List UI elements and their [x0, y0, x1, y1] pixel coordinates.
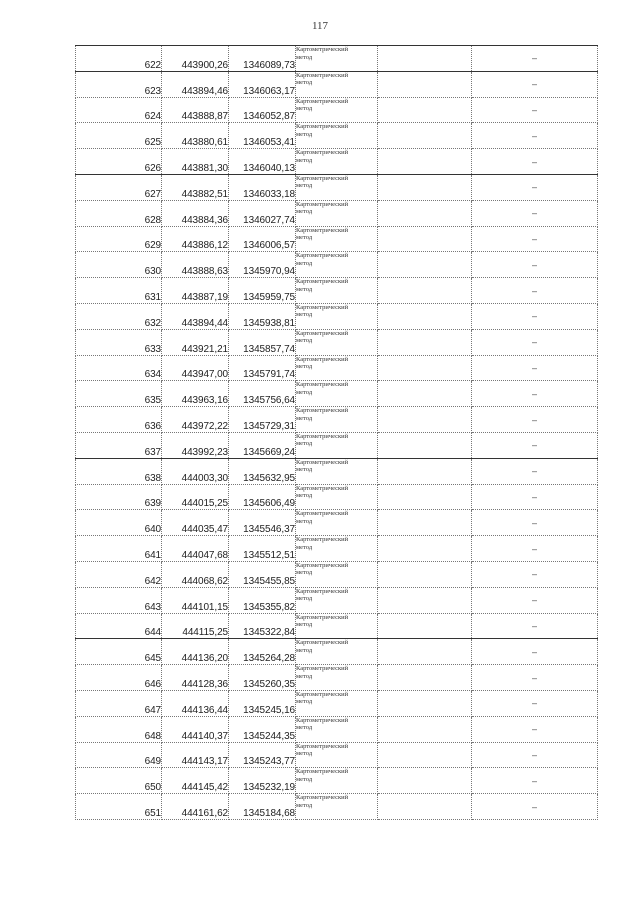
- method-cell: [296, 97, 378, 123]
- dash-cell: –: [472, 200, 598, 226]
- dash-cell: –: [472, 639, 598, 665]
- method-line-2: метод: [296, 259, 313, 267]
- coordinate-y: 1345606,49: [229, 484, 296, 510]
- empty-cell: [378, 690, 472, 716]
- coordinate-y: 1345232,19: [229, 768, 296, 794]
- coordinate-x: 443947,00: [162, 355, 229, 381]
- coordinate-x: 443894,46: [162, 71, 229, 97]
- method-line-2: метод: [296, 621, 313, 629]
- table-row: [76, 432, 598, 458]
- empty-cell: [378, 716, 472, 742]
- point-number: 640: [76, 510, 162, 536]
- method-line-1: Картометрический: [296, 278, 349, 286]
- coordinate-x: 443900,26: [162, 46, 229, 72]
- point-number: 630: [76, 252, 162, 278]
- empty-cell: [378, 381, 472, 407]
- method-cell: [296, 484, 378, 510]
- method-line-1: Картометрический: [296, 639, 349, 647]
- method-line-1: Картометрический: [296, 458, 349, 466]
- method-cell: [296, 561, 378, 587]
- method-line-2: метод: [296, 53, 313, 61]
- coordinate-x: 443887,19: [162, 278, 229, 304]
- method-cell: [296, 355, 378, 381]
- method-line-1: Картометрический: [296, 71, 349, 79]
- coordinate-y: 1345260,35: [229, 665, 296, 691]
- method-cell: [296, 149, 378, 175]
- point-number: 642: [76, 561, 162, 587]
- coordinates-table: [75, 45, 598, 820]
- coordinate-y: 1345938,81: [229, 303, 296, 329]
- coordinate-y: 1346006,57: [229, 226, 296, 252]
- dash-cell: –: [472, 71, 598, 97]
- dash-cell: –: [472, 355, 598, 381]
- dash-cell: –: [472, 484, 598, 510]
- point-number: 637: [76, 432, 162, 458]
- method-line-1: Картометрический: [296, 46, 349, 53]
- point-number: 623: [76, 71, 162, 97]
- method-line-1: Картометрический: [296, 716, 349, 724]
- dash-cell: –: [472, 123, 598, 149]
- point-number: 639: [76, 484, 162, 510]
- empty-cell: [378, 71, 472, 97]
- coordinate-y: 1345546,37: [229, 510, 296, 536]
- method-line-2: метод: [296, 414, 313, 422]
- method-cell: [296, 613, 378, 639]
- method-line-1: Картометрический: [296, 303, 349, 311]
- dash-cell: –: [472, 303, 598, 329]
- coordinate-x: 444128,36: [162, 665, 229, 691]
- method-line-2: метод: [296, 79, 313, 87]
- dash-cell: –: [472, 613, 598, 639]
- dash-cell: –: [472, 226, 598, 252]
- empty-cell: [378, 768, 472, 794]
- point-number: 629: [76, 226, 162, 252]
- coordinate-x: 444047,68: [162, 536, 229, 562]
- dash-cell: –: [472, 252, 598, 278]
- empty-cell: [378, 742, 472, 768]
- point-number: 646: [76, 665, 162, 691]
- table-row: [76, 613, 598, 639]
- empty-cell: [378, 252, 472, 278]
- method-line-2: метод: [296, 595, 313, 603]
- method-cell: [296, 742, 378, 768]
- method-cell: [296, 536, 378, 562]
- coordinate-y: 1345632,95: [229, 458, 296, 484]
- coordinates-table-body: [76, 46, 598, 820]
- coordinate-y: 1345756,64: [229, 381, 296, 407]
- table-row: [76, 484, 598, 510]
- method-cell: [296, 510, 378, 536]
- dash-cell: –: [472, 149, 598, 175]
- coordinate-y: 1345455,85: [229, 561, 296, 587]
- method-cell: [296, 71, 378, 97]
- coordinate-y: 1346053,41: [229, 123, 296, 149]
- coordinate-y: 1345970,94: [229, 252, 296, 278]
- dash-cell: –: [472, 381, 598, 407]
- table-row: [76, 742, 598, 768]
- method-line-1: Картометрический: [296, 329, 349, 337]
- coordinate-y: 1345355,82: [229, 587, 296, 613]
- method-line-1: Картометрический: [296, 665, 349, 673]
- coordinate-x: 443882,51: [162, 174, 229, 200]
- table-row: [76, 716, 598, 742]
- method-line-1: Картометрический: [296, 536, 349, 544]
- coordinate-y: 1345244,35: [229, 716, 296, 742]
- coordinate-x: 443921,21: [162, 329, 229, 355]
- method-line-2: метод: [296, 311, 313, 319]
- method-cell: [296, 46, 378, 72]
- method-line-1: Картометрический: [296, 407, 349, 415]
- empty-cell: [378, 458, 472, 484]
- table-row: [76, 46, 598, 72]
- coordinate-x: 444115,25: [162, 613, 229, 639]
- point-number: 624: [76, 97, 162, 123]
- table-row: [76, 278, 598, 304]
- empty-cell: [378, 407, 472, 433]
- dash-cell: –: [472, 665, 598, 691]
- table-row: [76, 97, 598, 123]
- table-row: [76, 794, 598, 820]
- coordinate-y: 1345959,75: [229, 278, 296, 304]
- table-row: [76, 536, 598, 562]
- coordinate-x: 444101,15: [162, 587, 229, 613]
- method-line-1: Картометрический: [296, 123, 349, 131]
- coordinate-x: 443888,63: [162, 252, 229, 278]
- method-line-1: Картометрический: [296, 149, 349, 157]
- point-number: 643: [76, 587, 162, 613]
- method-cell: [296, 407, 378, 433]
- method-line-2: метод: [296, 801, 313, 809]
- table-row: [76, 303, 598, 329]
- method-line-2: метод: [296, 698, 313, 706]
- empty-cell: [378, 355, 472, 381]
- method-line-1: Картометрический: [296, 432, 349, 440]
- dash-cell: –: [472, 510, 598, 536]
- coordinate-x: 444145,42: [162, 768, 229, 794]
- method-line-2: метод: [296, 156, 313, 164]
- method-line-2: метод: [296, 363, 313, 371]
- coordinate-y: 1345184,68: [229, 794, 296, 820]
- method-line-1: Картометрический: [296, 484, 349, 492]
- coordinate-x: 443963,16: [162, 381, 229, 407]
- method-cell: [296, 200, 378, 226]
- point-number: 650: [76, 768, 162, 794]
- method-line-2: метод: [296, 388, 313, 396]
- coordinate-x: 444003,30: [162, 458, 229, 484]
- method-cell: [296, 381, 378, 407]
- coordinate-y: 1346040,13: [229, 149, 296, 175]
- method-line-1: Картометрический: [296, 768, 349, 776]
- coordinate-x: 444068,62: [162, 561, 229, 587]
- coordinate-x: 444143,17: [162, 742, 229, 768]
- coordinate-x: 443880,61: [162, 123, 229, 149]
- method-line-2: метод: [296, 569, 313, 577]
- method-cell: [296, 716, 378, 742]
- coordinate-y: 1345669,24: [229, 432, 296, 458]
- empty-cell: [378, 613, 472, 639]
- dash-cell: –: [472, 46, 598, 72]
- coordinate-x: 443881,30: [162, 149, 229, 175]
- method-line-1: Картометрический: [296, 174, 349, 182]
- empty-cell: [378, 97, 472, 123]
- method-cell: [296, 794, 378, 820]
- table-row: [76, 123, 598, 149]
- method-line-2: метод: [296, 337, 313, 345]
- coordinate-x: 443894,44: [162, 303, 229, 329]
- table-row: [76, 174, 598, 200]
- method-cell: [296, 458, 378, 484]
- table-row: [76, 690, 598, 716]
- point-number: 627: [76, 174, 162, 200]
- method-line-1: Картометрический: [296, 97, 349, 105]
- point-number: 626: [76, 149, 162, 175]
- method-cell: [296, 329, 378, 355]
- point-number: 622: [76, 46, 162, 72]
- dash-cell: –: [472, 329, 598, 355]
- coordinate-x: 444161,62: [162, 794, 229, 820]
- method-cell: [296, 432, 378, 458]
- empty-cell: [378, 510, 472, 536]
- table-row: [76, 407, 598, 433]
- point-number: 635: [76, 381, 162, 407]
- method-line-1: Картометрический: [296, 381, 349, 389]
- method-cell: [296, 768, 378, 794]
- table-row: [76, 71, 598, 97]
- coordinate-x: 443886,12: [162, 226, 229, 252]
- method-line-1: Картометрический: [296, 613, 349, 621]
- dash-cell: –: [472, 407, 598, 433]
- empty-cell: [378, 123, 472, 149]
- table-row: [76, 587, 598, 613]
- point-number: 651: [76, 794, 162, 820]
- dash-cell: –: [472, 432, 598, 458]
- table-row: [76, 510, 598, 536]
- method-line-2: метод: [296, 466, 313, 474]
- method-line-2: метод: [296, 492, 313, 500]
- method-cell: [296, 303, 378, 329]
- dash-cell: –: [472, 587, 598, 613]
- coordinate-y: 1345322,84: [229, 613, 296, 639]
- table-row: [76, 226, 598, 252]
- coordinate-x: 443992,23: [162, 432, 229, 458]
- coordinate-y: 1345243,77: [229, 742, 296, 768]
- coordinate-x: 444140,37: [162, 716, 229, 742]
- dash-cell: –: [472, 458, 598, 484]
- coordinate-y: 1345729,31: [229, 407, 296, 433]
- coordinate-x: 444035,47: [162, 510, 229, 536]
- empty-cell: [378, 226, 472, 252]
- method-line-1: Картометрический: [296, 226, 349, 234]
- method-line-1: Картометрический: [296, 690, 349, 698]
- method-line-2: метод: [296, 724, 313, 732]
- point-number: 632: [76, 303, 162, 329]
- empty-cell: [378, 484, 472, 510]
- empty-cell: [378, 303, 472, 329]
- point-number: 633: [76, 329, 162, 355]
- table-row: [76, 355, 598, 381]
- table-row: [76, 639, 598, 665]
- page-number: 117: [311, 20, 329, 32]
- method-line-1: Картометрический: [296, 510, 349, 518]
- method-cell: [296, 665, 378, 691]
- empty-cell: [378, 278, 472, 304]
- table-row: [76, 381, 598, 407]
- method-line-2: метод: [296, 182, 313, 190]
- table-row: [76, 665, 598, 691]
- method-line-1: Картометрический: [296, 252, 349, 260]
- method-line-1: Картометрический: [296, 742, 349, 750]
- method-line-1: Картометрический: [296, 794, 349, 802]
- point-number: 636: [76, 407, 162, 433]
- empty-cell: [378, 536, 472, 562]
- coordinate-y: 1346033,18: [229, 174, 296, 200]
- method-line-2: метод: [296, 672, 313, 680]
- point-number: 649: [76, 742, 162, 768]
- coordinate-x: 444015,25: [162, 484, 229, 510]
- point-number: 625: [76, 123, 162, 149]
- method-line-1: Картометрический: [296, 587, 349, 595]
- coordinate-x: 443884,36: [162, 200, 229, 226]
- method-cell: [296, 226, 378, 252]
- method-line-2: метод: [296, 517, 313, 525]
- empty-cell: [378, 174, 472, 200]
- coordinate-y: 1346027,74: [229, 200, 296, 226]
- method-cell: [296, 690, 378, 716]
- method-line-1: Картометрический: [296, 355, 349, 363]
- point-number: 647: [76, 690, 162, 716]
- method-line-1: Картометрический: [296, 561, 349, 569]
- dash-cell: –: [472, 97, 598, 123]
- empty-cell: [378, 46, 472, 72]
- method-line-2: метод: [296, 440, 313, 448]
- coordinate-x: 443972,22: [162, 407, 229, 433]
- method-line-2: метод: [296, 105, 313, 113]
- method-cell: [296, 123, 378, 149]
- empty-cell: [378, 329, 472, 355]
- coordinate-y: 1346089,73: [229, 46, 296, 72]
- dash-cell: –: [472, 794, 598, 820]
- method-line-2: метод: [296, 285, 313, 293]
- table-row: [76, 200, 598, 226]
- method-cell: [296, 252, 378, 278]
- dash-cell: –: [472, 174, 598, 200]
- method-line-2: метод: [296, 130, 313, 138]
- point-number: 645: [76, 639, 162, 665]
- point-number: 631: [76, 278, 162, 304]
- table-row: [76, 149, 598, 175]
- dash-cell: –: [472, 690, 598, 716]
- coordinate-y: 1346052,87: [229, 97, 296, 123]
- dash-cell: –: [472, 742, 598, 768]
- coordinate-y: 1345857,74: [229, 329, 296, 355]
- table-row: [76, 458, 598, 484]
- empty-cell: [378, 794, 472, 820]
- coordinate-x: 444136,44: [162, 690, 229, 716]
- method-line-2: метод: [296, 775, 313, 783]
- empty-cell: [378, 665, 472, 691]
- empty-cell: [378, 561, 472, 587]
- dash-cell: –: [472, 278, 598, 304]
- method-line-2: метод: [296, 208, 313, 216]
- table-row: [76, 252, 598, 278]
- table-row: [76, 329, 598, 355]
- empty-cell: [378, 149, 472, 175]
- empty-cell: [378, 639, 472, 665]
- empty-cell: [378, 200, 472, 226]
- dash-cell: –: [472, 716, 598, 742]
- dash-cell: –: [472, 561, 598, 587]
- method-cell: [296, 639, 378, 665]
- method-line-2: метод: [296, 750, 313, 758]
- empty-cell: [378, 432, 472, 458]
- dash-cell: –: [472, 768, 598, 794]
- coordinate-y: 1345264,28: [229, 639, 296, 665]
- coordinate-y: 1345245,16: [229, 690, 296, 716]
- dash-cell: –: [472, 536, 598, 562]
- method-line-1: Картометрический: [296, 200, 349, 208]
- method-line-2: метод: [296, 646, 313, 654]
- method-cell: [296, 278, 378, 304]
- method-cell: [296, 587, 378, 613]
- method-cell: [296, 174, 378, 200]
- coordinate-y: 1345791,74: [229, 355, 296, 381]
- point-number: 644: [76, 613, 162, 639]
- table-row: [76, 561, 598, 587]
- empty-cell: [378, 587, 472, 613]
- coordinate-x: 443888,87: [162, 97, 229, 123]
- method-line-2: метод: [296, 543, 313, 551]
- coordinate-y: 1346063,17: [229, 71, 296, 97]
- coordinate-y: 1345512,51: [229, 536, 296, 562]
- point-number: 638: [76, 458, 162, 484]
- point-number: 648: [76, 716, 162, 742]
- method-line-2: метод: [296, 234, 313, 242]
- point-number: 641: [76, 536, 162, 562]
- table-row: [76, 768, 598, 794]
- point-number: 628: [76, 200, 162, 226]
- coordinate-x: 444136,20: [162, 639, 229, 665]
- point-number: 634: [76, 355, 162, 381]
